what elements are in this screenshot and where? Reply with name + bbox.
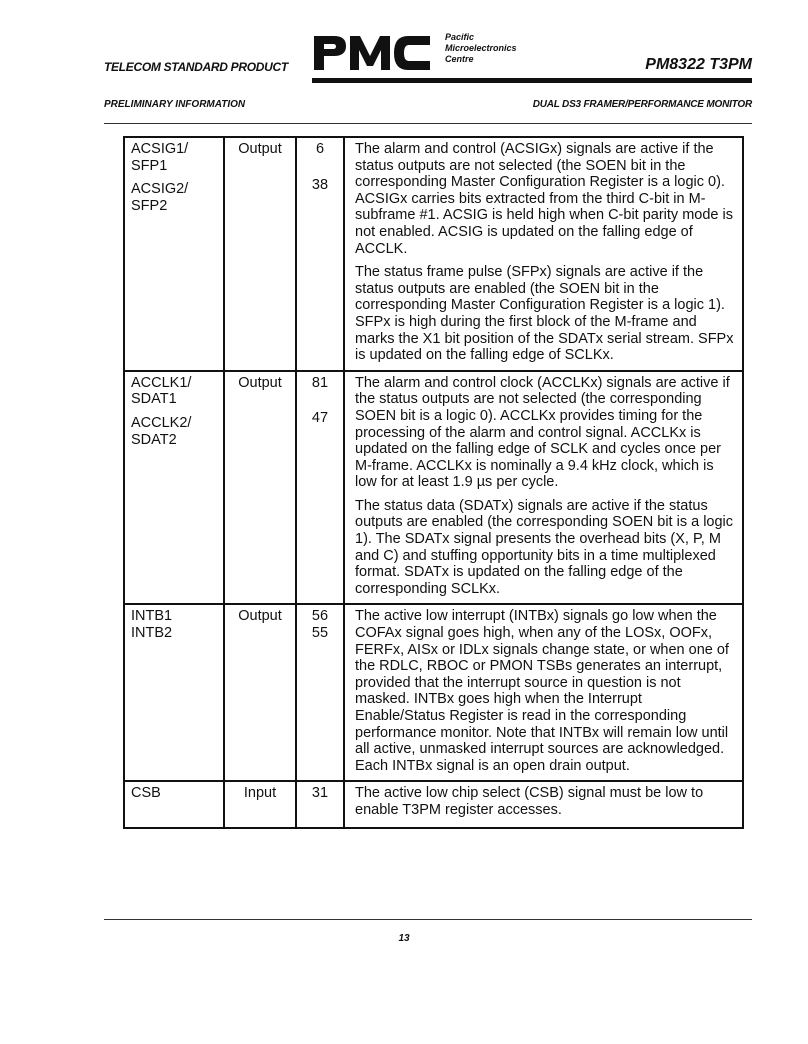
table-row [124,137,743,371]
pin-number: 56 55 [311,608,329,642]
pin-name: CSB [131,785,161,802]
pin-description-cell [344,371,743,605]
description-paragraph: The status frame pulse (SFPx) signals are active if the status outputs are enabled (the SOEN bit in the corresponding Master Configuration Register is a logic 1). SFPx is high during the first block of the M-frame and marks the X1 bit position of the SDATx serial stream. SFPx is updated on the falling edge of SCLKx. [355,264,734,364]
pin-name: ACCLK1/ SDAT1 [131,374,192,408]
pin-name-cell [124,371,224,605]
pin-name: ACCLK2/ SDAT2 [131,414,192,448]
pin-description-cell [344,781,743,828]
pmc-logo [312,30,432,72]
table-row [124,781,743,828]
pin-name-cell [124,781,224,828]
description-paragraph: The active low chip select (CSB) signal must be low to enable T3PM register accesses. [355,785,704,818]
pin-number-cell [296,604,344,781]
pin-number: 47 [311,410,329,427]
pin-number: 6 [315,141,325,157]
pin-number-cell [296,371,344,605]
description-paragraph: The alarm and control (ACSIGx) signals are active if the status outputs are not selected (the SOEN bit in the corresponding Master Configuration Register is a logic 0). ACSIGx carries bits extracted from the third C-bit in M-subframe #1. ACSIG is held high when C-bit parity mode is not enabled. ACSIG is updated on the falling edge of ACCLK. [355,141,733,257]
logo-company-name: Pacific Microelectronics Centre [445,32,517,64]
description-paragraph: The active low interrupt (INTBx) signals go low when the COFAx signal goes high, when any of the LOSx, OOFx, FERFx, AISx or IDLx signals change state, or when one of the RDLC, RBOC or PMON TSBs generates an interrupt, provided that the interrupt source in question is not masked. INTBx goes high when the Interrupt Enable/Status Register is read in the corresponding performance monitor. Note that INTBx will remain low until all active, unmasked interrupt sources are acknowledged. Each INTBx signal is an open drain output. [355,608,729,774]
pin-description-cell [344,137,743,371]
pin-type: Output [224,137,296,371]
subheader-rule [104,123,752,124]
pin-number: 31 [311,785,329,802]
pin-type: Output [224,604,296,781]
pin-type: Input [224,781,296,828]
pin-name: ACSIG2/ SFP2 [131,181,189,214]
pin-name-cell [124,137,224,371]
pin-name: INTB1 INTB2 [131,608,173,642]
pin-number: 81 [311,374,329,391]
table-row [124,371,743,605]
page-number: 13 [398,933,410,944]
pin-name: ACSIG1/ SFP1 [131,141,189,174]
footer-rule [104,919,752,920]
pin-description-table [123,136,744,829]
pin-number: 38 [311,176,329,193]
description-paragraph: The status data (SDATx) signals are active if the status outputs are enabled (the corresponding SOEN bit is a logic 1). The SDATx signal presents the overhead bits (X, P, M and C) and stuffing opportunity bits in a time multiplexed format. SDATx is updated on the falling edge of the corresponding SCLKx. [355,497,734,597]
header-rule [312,78,752,83]
table-row [124,604,743,781]
document-status: PRELIMINARY INFORMATION [104,99,246,110]
part-number: PM8322 T3PM [645,56,752,73]
header-product-line: TELECOM STANDARD PRODUCT [104,60,288,74]
pin-number-cell [296,781,344,828]
pin-type: Output [224,371,296,605]
document-subtitle: DUAL DS3 FRAMER/PERFORMANCE MONITOR [532,99,752,110]
pin-name-cell [124,604,224,781]
pin-number-cell [296,137,344,371]
pin-description-cell [344,604,743,781]
description-paragraph: The alarm and control clock (ACCLKx) signals are active if the status outputs are not selected (the corresponding SOEN bit is a logic 0). ACCLKx provides timing for the processing of the alarm and control signal. ACCLKx is updated on the falling edge of SCLK and cycles once per M-frame. ACCLKx is nominally a 9.4 kHz clock, which is low for at least 1.9 µs per cycle. [355,374,730,491]
